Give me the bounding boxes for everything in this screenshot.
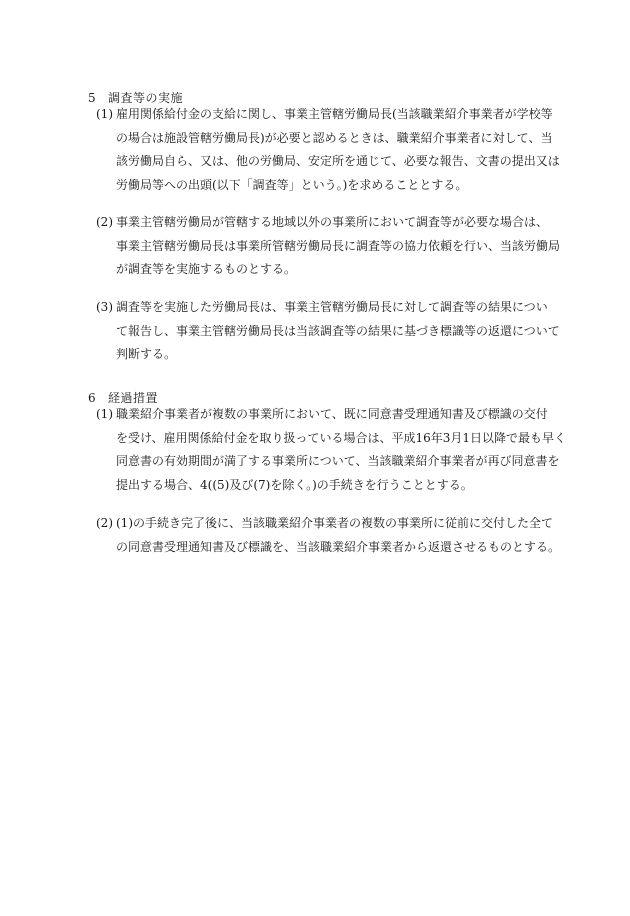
section-6-item-1 <box>96 403 567 498</box>
item-number: (3) <box>96 300 113 314</box>
paragraph-line: の場合は施設管轄労働局長)が必要と認めるときは、職業紹介事業者に対して、当 <box>116 130 553 145</box>
paragraph-line: 事業主管轄労働局長は事業所管轄労働局長に調査等の協力依頼を行い、当該労働局 <box>116 238 561 253</box>
paragraph-line: の同意書受理通知書及び標識を、当該職業紹介事業者から返還させるものとする。 <box>116 539 561 554</box>
paragraph-line: が調査等を実施するものとする。 <box>116 262 297 277</box>
section-5-item-3 <box>96 296 560 367</box>
paragraph-line <box>96 403 556 427</box>
paragraph-text: 事業主管轄労働局が管轄する地域以外の事業所において調査等が必要な場合は、 <box>116 215 549 229</box>
paragraph-line <box>96 103 556 127</box>
section-title: 調査等の実施 <box>108 91 184 105</box>
paragraph-line: て報告し、事業主管轄労働局長は当該調査等の結果に基づき標識等の返還について <box>116 323 560 338</box>
item-number: (2) <box>96 516 113 530</box>
section-number: 5 <box>88 91 97 105</box>
paragraph-line: を受け、雇用関係給付金を取り扱っている場合は、平成16年3月1日以降で最も早く <box>116 430 567 445</box>
section-6-item-2 <box>96 512 561 559</box>
paragraph-text: 雇用関係給付金の支給に関し、事業主管轄労働局長(当該職業紹介事業者が学校等 <box>116 107 553 121</box>
item-number: (1) <box>96 407 113 421</box>
paragraph-text: 調査等を実施した労働局長は、事業主管轄労働局長に対して調査等の結果につい <box>116 300 548 314</box>
paragraph-line: 判断する。 <box>116 347 177 362</box>
section-title: 経過措置 <box>108 391 159 405</box>
item-number: (1) <box>96 107 113 121</box>
paragraph-line <box>96 296 556 320</box>
section-5-item-1 <box>96 103 560 198</box>
paragraph-text: 職業紹介事業者が複数の事業所において、既に同意書受理通知書及び標識の交付 <box>116 407 548 421</box>
paragraph-text: (1)の手続き完了後に、当該職業紹介事業者の複数の事業所に従前に交付した全て <box>116 516 554 530</box>
section-number: 6 <box>88 391 97 405</box>
paragraph-line: 提出する場合、4((5)及び(7)を除く。)の手続きを行うこととする。 <box>116 478 473 493</box>
paragraph-line: 労働局等への出頭(以下「調査等」という。)を求めることとする。 <box>116 178 468 193</box>
paragraph-line <box>96 211 556 235</box>
item-number: (2) <box>96 215 113 229</box>
section-5-item-2 <box>96 211 561 282</box>
paragraph-line: 同意書の有効期間が満了する事業所について、当該職業紹介事業者が再び同意書を <box>116 454 560 469</box>
paragraph-line: 該労働局自ら、又は、他の労働局、安定所を通じて、必要な報告、文書の提出又は <box>116 154 560 169</box>
paragraph-line <box>96 512 556 536</box>
